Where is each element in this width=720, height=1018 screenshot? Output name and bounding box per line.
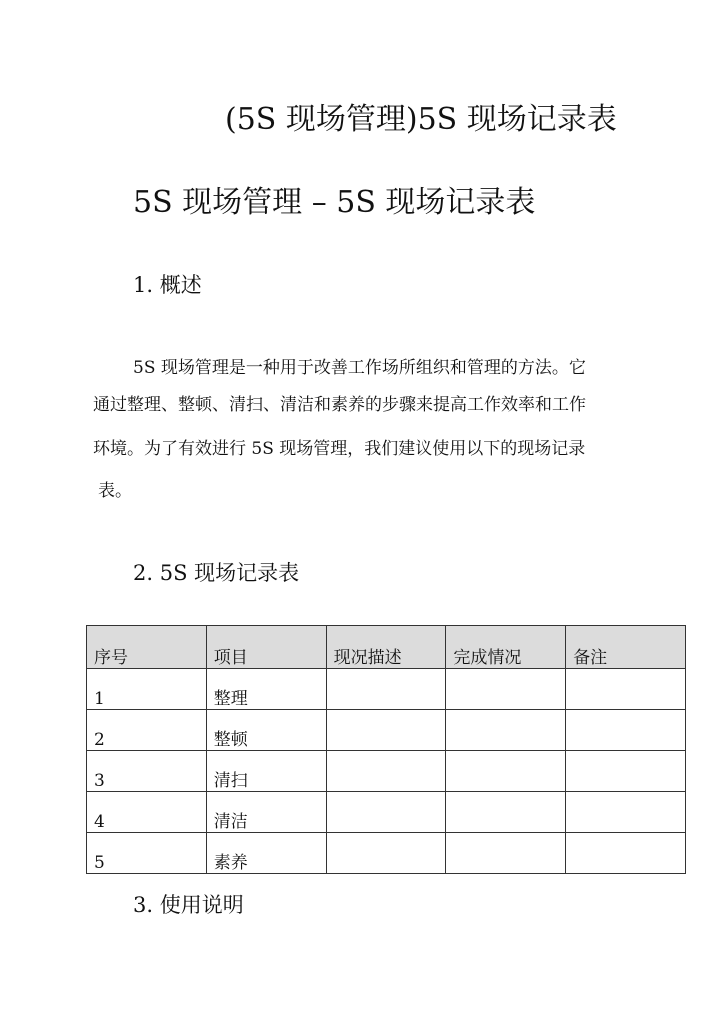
table-cell: 清扫: [206, 751, 326, 792]
table-cell: 素养: [206, 833, 326, 874]
table-cell: [566, 669, 686, 710]
paragraph-line: 5S 现场管理是一种用于改善工作场所组织和管理的方法。它: [133, 358, 586, 378]
header-cell-remarks: 备注: [566, 626, 686, 669]
document-subtitle: 5S 现场管理 – 5S 现场记录表: [133, 185, 536, 220]
section-heading-record-table: 2. 5S 现场记录表: [133, 561, 300, 585]
header-cell-description: 现况描述: [326, 626, 446, 669]
table-cell: [446, 751, 566, 792]
table-row: [87, 833, 686, 874]
table-cell: [326, 751, 446, 792]
section-heading-instructions: 3. 使用说明: [133, 893, 244, 917]
table-row: [87, 751, 686, 792]
table-cell: 清洁: [206, 792, 326, 833]
paragraph-line: 表。: [98, 481, 132, 501]
table-cell: [566, 710, 686, 751]
table-cell: [446, 792, 566, 833]
paragraph-line: 环境。为了有效进行 5S 现场管理，我们建议使用以下的现场记录: [93, 439, 586, 459]
table-cell: [326, 669, 446, 710]
table-cell: 5: [87, 833, 207, 874]
table-cell: [446, 710, 566, 751]
table-cell: [566, 751, 686, 792]
table-cell: [326, 710, 446, 751]
table-row: [87, 792, 686, 833]
header-cell-index: 序号: [87, 626, 207, 669]
table-row: [87, 710, 686, 751]
header-cell-status: 完成情况: [446, 626, 566, 669]
table-header-row: [87, 626, 686, 669]
table-row: [87, 669, 686, 710]
table-cell: [566, 792, 686, 833]
header-cell-item: 项目: [206, 626, 326, 669]
table-cell: 3: [87, 751, 207, 792]
table-cell: [566, 833, 686, 874]
table-cell: [326, 792, 446, 833]
section-heading-overview: 1. 概述: [133, 273, 202, 297]
table-cell: [446, 833, 566, 874]
table-cell: 4: [87, 792, 207, 833]
table-cell: [446, 669, 566, 710]
table-cell: [326, 833, 446, 874]
record-table: [86, 625, 686, 874]
table-cell: 整顿: [206, 710, 326, 751]
table-cell: 1: [87, 669, 207, 710]
paragraph-line: 通过整理、整顿、清扫、清洁和素养的步骤来提高工作效率和工作: [93, 395, 586, 415]
document-title: (5S 现场管理)5S 现场记录表: [225, 102, 617, 137]
table-cell: 整理: [206, 669, 326, 710]
table-cell: 2: [87, 710, 207, 751]
